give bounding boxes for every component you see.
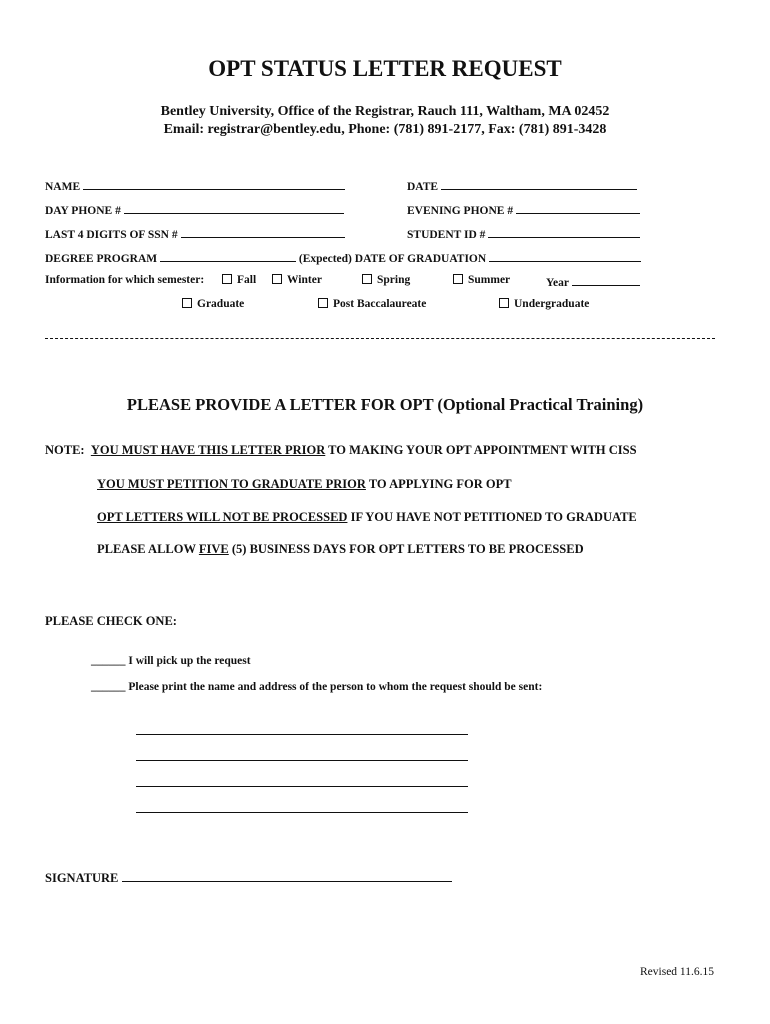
note-4-pre: PLEASE ALLOW: [97, 542, 199, 556]
summer-label: Summer: [468, 274, 511, 286]
revision-date: Revised 11.6.15: [640, 966, 714, 978]
mail-blank[interactable]: ______: [91, 681, 126, 693]
undergraduate-label: Undergraduate: [514, 298, 590, 310]
graduation-date-input-line[interactable]: [489, 250, 641, 262]
spring-option[interactable]: [362, 274, 410, 286]
year-input-line[interactable]: [572, 274, 640, 286]
note-3-rest: IF YOU HAVE NOT PETITIONED TO GRADUATE: [347, 510, 637, 524]
spring-label: Spring: [377, 274, 411, 286]
ssn-label: LAST 4 DIGITS OF SSN #: [45, 229, 178, 241]
graduate-label: Graduate: [197, 298, 245, 310]
day-phone-label: DAY PHONE #: [45, 205, 121, 217]
degree-program-input-line[interactable]: [160, 250, 296, 262]
mail-label: Please print the name and address of the person to whom the request should be sent:: [125, 681, 543, 693]
evening-phone-input-line[interactable]: [516, 202, 640, 214]
name-input-line[interactable]: [83, 178, 345, 190]
fall-label: Fall: [237, 274, 257, 286]
section-divider: [45, 338, 715, 339]
graduation-date-label: (Expected) DATE OF GRADUATION: [298, 253, 487, 265]
undergraduate-option[interactable]: [499, 298, 589, 310]
address-line-1: Bentley University, Office of the Registrar, Rauch 111, Waltham, MA 02452: [160, 104, 610, 119]
section-heading: PLEASE PROVIDE A LETTER FOR OPT (Optional Practical Training): [126, 395, 644, 414]
summer-checkbox-icon[interactable]: [453, 274, 463, 284]
note-4: [97, 542, 584, 557]
address-line-input-2[interactable]: [136, 760, 468, 761]
graduate-option[interactable]: [182, 298, 244, 310]
evening-phone-field: [407, 202, 640, 217]
pickup-label: I will pick up the request: [125, 655, 251, 667]
post-bacc-option[interactable]: [318, 298, 426, 310]
fall-checkbox-icon[interactable]: [222, 274, 232, 284]
name-label: NAME: [45, 181, 81, 193]
undergraduate-checkbox-icon[interactable]: [499, 298, 509, 308]
note-1-underlined: YOU MUST HAVE THIS LETTER PRIOR: [90, 443, 326, 457]
address-line-2: Email: registrar@bentley.edu, Phone: (781) 891-2177, Fax: (781) 891-3428: [163, 122, 607, 137]
post-bacc-label: Post Baccalaureate: [333, 298, 427, 310]
name-field: [45, 178, 345, 193]
note-2: [97, 477, 512, 492]
form-title: OPT STATUS LETTER REQUEST: [208, 56, 562, 81]
pickup-option[interactable]: [91, 655, 251, 667]
graduate-checkbox-icon[interactable]: [182, 298, 192, 308]
summer-option[interactable]: [453, 274, 510, 286]
note-2-underlined: YOU MUST PETITION TO GRADUATE PRIOR: [97, 477, 366, 491]
fall-option[interactable]: [222, 274, 256, 286]
address-line-input-4[interactable]: [136, 812, 468, 813]
day-phone-field: [45, 202, 344, 217]
signature-field: [45, 869, 452, 886]
degree-program-label: DEGREE PROGRAM: [45, 253, 158, 265]
note-2-rest: TO APPLYING FOR OPT: [365, 477, 512, 491]
spring-checkbox-icon[interactable]: [362, 274, 372, 284]
winter-checkbox-icon[interactable]: [272, 274, 282, 284]
date-label: DATE: [407, 181, 439, 193]
post-bacc-checkbox-icon[interactable]: [318, 298, 328, 308]
address-line-input-3[interactable]: [136, 786, 468, 787]
note-prefix: NOTE:: [45, 443, 85, 457]
note-4-underlined: FIVE: [198, 542, 229, 556]
ssn-field: [45, 226, 345, 241]
student-id-input-line[interactable]: [488, 226, 640, 238]
evening-phone-label: EVENING PHONE #: [407, 205, 514, 217]
year-field: [546, 274, 640, 289]
mail-option[interactable]: [91, 681, 542, 693]
degree-program-field: [45, 250, 641, 265]
year-label: Year: [546, 277, 569, 289]
winter-label: Winter: [287, 274, 322, 286]
winter-option[interactable]: [272, 274, 322, 286]
date-input-line[interactable]: [441, 178, 637, 190]
pickup-blank[interactable]: ______: [91, 655, 126, 667]
signature-input-line[interactable]: [122, 869, 452, 882]
check-one-label: PLEASE CHECK ONE:: [45, 614, 177, 628]
note-3-underlined: OPT LETTERS WILL NOT BE PROCESSED: [97, 510, 348, 524]
note-4-rest: (5) BUSINESS DAYS FOR OPT LETTERS TO BE PROCESSED: [228, 542, 584, 556]
note-3: [97, 510, 637, 525]
note-1: [45, 443, 637, 458]
address-line-input-1[interactable]: [136, 734, 468, 735]
date-field: [407, 178, 637, 193]
student-id-label: STUDENT ID #: [407, 229, 486, 241]
day-phone-input-line[interactable]: [124, 202, 344, 214]
signature-label: SIGNATURE: [45, 871, 119, 885]
note-1-rest: TO MAKING YOUR OPT APPOINTMENT WITH CISS: [325, 443, 637, 457]
student-id-field: [407, 226, 640, 241]
ssn-input-line[interactable]: [181, 226, 345, 238]
semester-label: Information for which semester:: [45, 274, 205, 286]
